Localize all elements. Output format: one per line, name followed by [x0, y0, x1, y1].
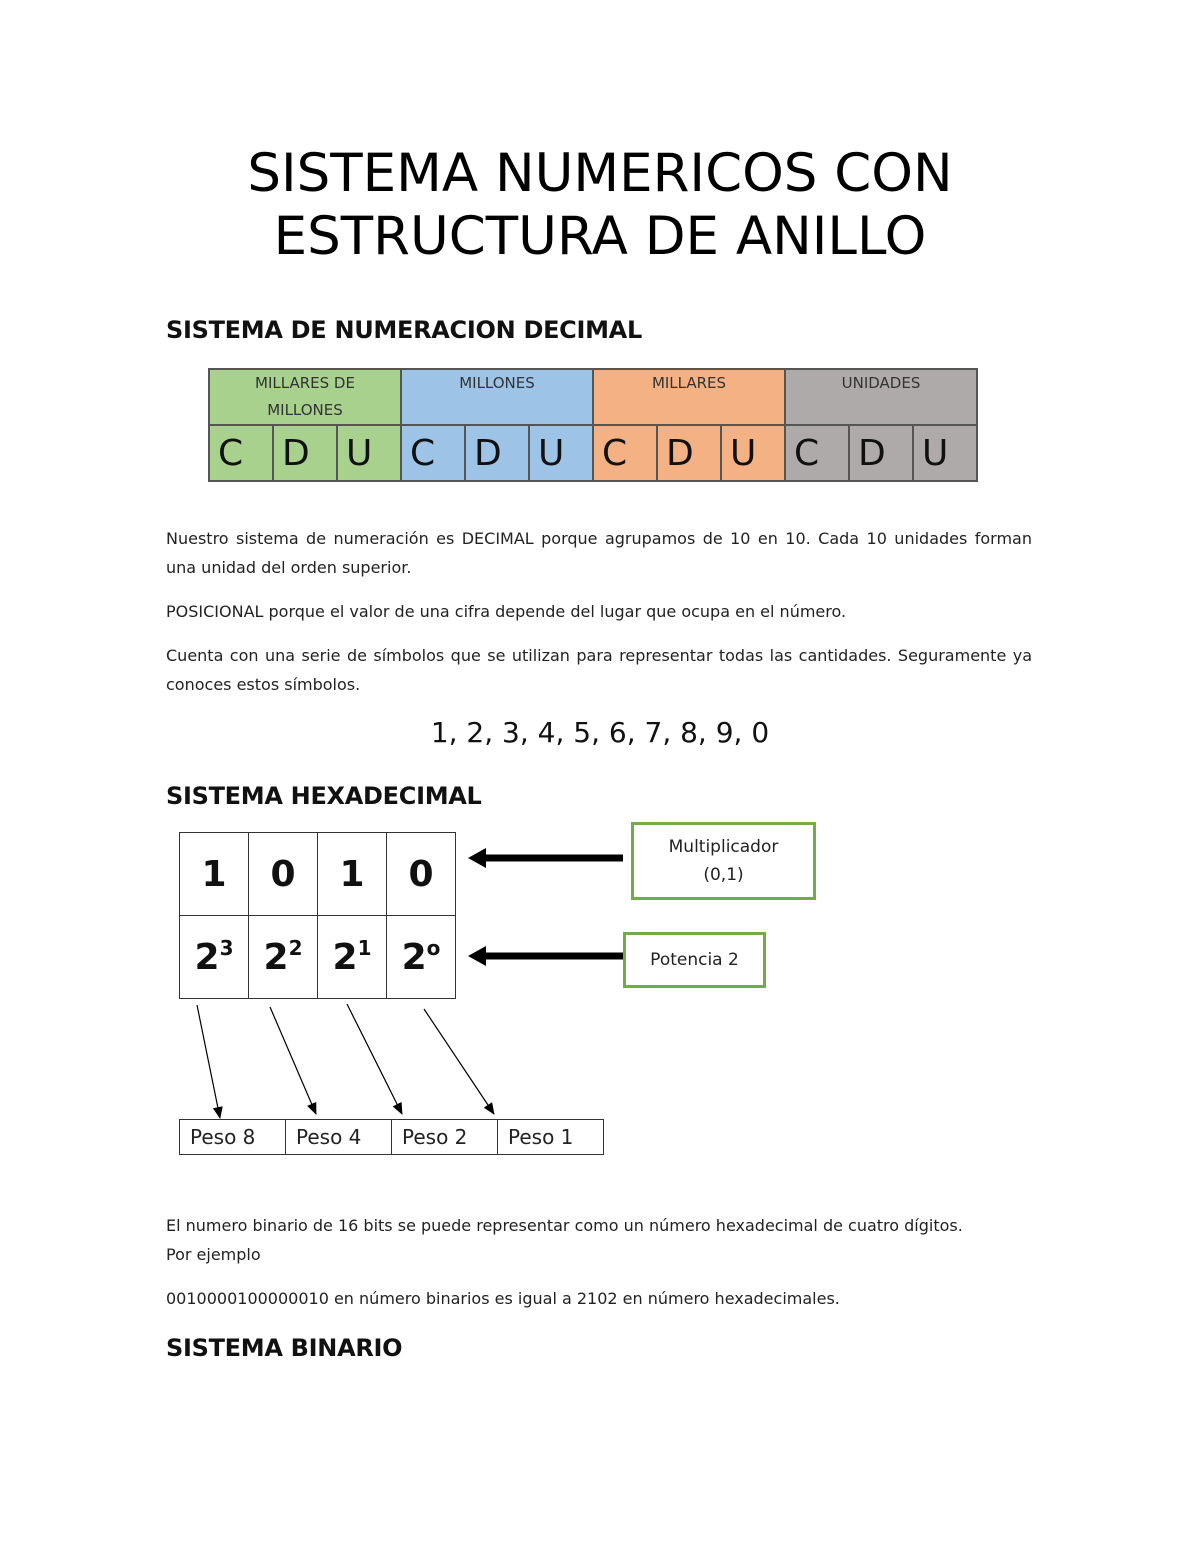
power-arrow — [468, 946, 623, 966]
hex-paragraph-2: 0010000100000010 en número binarios es igual a 2102 en número hexadecimales. — [166, 1289, 840, 1308]
multiplier-label: Multiplicador — [668, 837, 779, 857]
place-letter: D — [657, 425, 721, 481]
bit-cell: 0 — [387, 833, 456, 916]
weight-arrow-8 — [197, 1005, 220, 1118]
power-cell: $2^3$ — [180, 916, 249, 999]
decimal-paragraph-1: Nuestro sistema de numeración es DECIMAL porque agrupamos de 10 en 10. Cada 10 unidades forman una unidad del orden superior. — [166, 529, 1032, 577]
place-letter: C — [785, 425, 849, 481]
place-letter: D — [849, 425, 913, 481]
bit-cell: 0 — [249, 833, 318, 916]
multiplier-range: (0,1) — [703, 865, 744, 885]
power-cell: $2^1$ — [318, 916, 387, 999]
hex-paragraph-1: El numero binario de 16 bits se puede representar como un número hexadecimal de cuatro dígitos. Por ejemplo — [166, 1216, 963, 1264]
bit-cell: 1 — [180, 833, 249, 916]
group-unidades: UNIDADES — [785, 369, 977, 425]
place-letter: C — [209, 425, 273, 481]
weight-cell: Peso 8 — [180, 1120, 286, 1155]
decimal-paragraph-3: Cuenta con una serie de símbolos que se utilizan para representar todas las cantidades. Seguramente ya conoces estos símbolos. — [166, 646, 1032, 694]
place-letter: C — [593, 425, 657, 481]
weight-arrow-1 — [424, 1009, 494, 1114]
weight-cell: Peso 1 — [498, 1120, 604, 1155]
decimal-digits: 1, 2, 3, 4, 5, 6, 7, 8, 9, 0 — [430, 716, 770, 749]
place-letter: U — [337, 425, 401, 481]
weight-arrow-4 — [270, 1007, 316, 1114]
group-millares: MILLARES — [593, 369, 785, 425]
place-letter: D — [465, 425, 529, 481]
place-letter: D — [273, 425, 337, 481]
decimal-paragraph-2: POSICIONAL porque el valor de una cifra depende del lugar que ocupa en el número. — [166, 602, 847, 621]
weight-cell: Peso 4 — [286, 1120, 392, 1155]
group-millones: MILLONES — [401, 369, 593, 425]
title-line-1: SISTEMA NUMERICOS CON — [247, 143, 953, 204]
place-letter: U — [529, 425, 593, 481]
weight-arrow-2 — [347, 1004, 402, 1114]
place-letter: C — [401, 425, 465, 481]
bit-cell: 1 — [318, 833, 387, 916]
place-letter: U — [913, 425, 977, 481]
place-letter: U — [721, 425, 785, 481]
power-label: Potencia 2 — [650, 950, 739, 970]
power-cell: $2^2$ — [249, 916, 318, 999]
hex-heading: SISTEMA HEXADECIMAL — [166, 782, 482, 810]
power-cell: 2$^o$ — [387, 916, 456, 999]
group-millares-de-millones: MILLARES DE MILLONES — [209, 369, 401, 425]
title-line-2: ESTRUCTURA DE ANILLO — [273, 206, 927, 267]
binary-heading: SISTEMA BINARIO — [166, 1334, 403, 1362]
multiplier-arrow — [468, 848, 623, 868]
decimal-heading: SISTEMA DE NUMERACION DECIMAL — [166, 316, 642, 344]
weight-cell: Peso 2 — [392, 1120, 498, 1155]
